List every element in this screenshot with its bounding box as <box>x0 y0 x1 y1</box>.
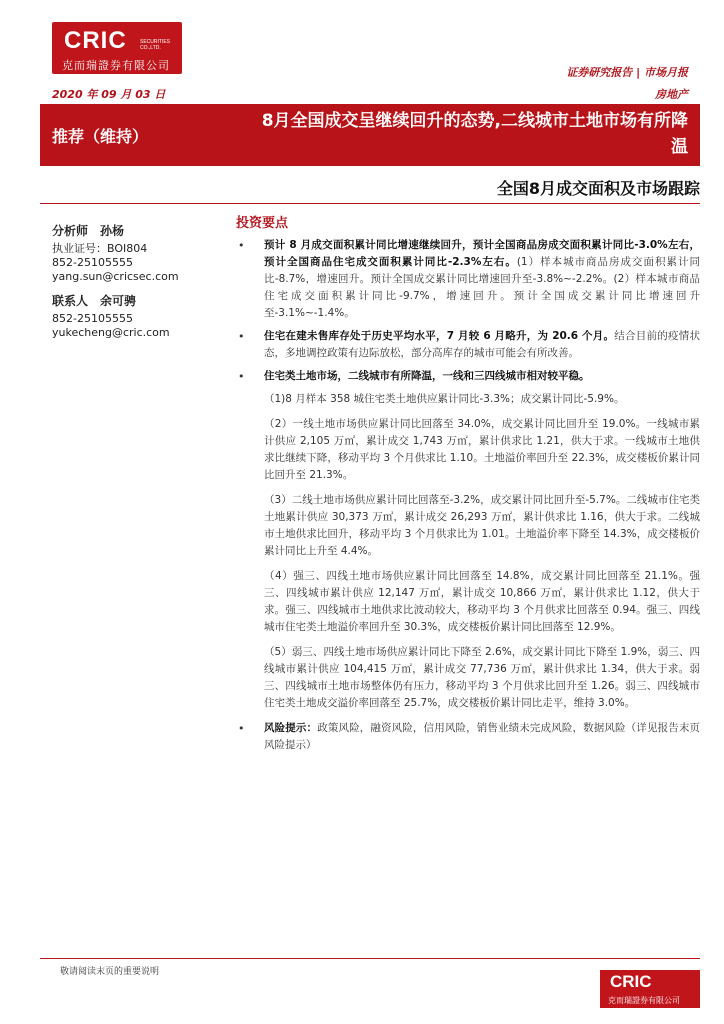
bullet-inventory <box>236 328 700 362</box>
footer-note: 敬请阅读末页的重要说明 <box>60 967 160 977</box>
bullet-text: 政策风险，融资风险，信用风险，销售业绩未完成风险，数据风险（详见报告末页风险提示） <box>264 722 700 751</box>
title-band <box>40 104 700 166</box>
report-title: 8月全国成交呈继续回升的态势,二线城市土地市场有所降温 <box>261 111 688 157</box>
company-logo <box>52 22 182 74</box>
logo-company-name: 克而瑞證券有限公司 <box>62 59 170 72</box>
bullet-text: 结合目前的疫情状态，多地调控政策有边际放松，部分高库存的城市可能会有所改善。 <box>264 330 701 359</box>
bullet-land-market <box>236 368 700 385</box>
contact-email[interactable]: yukecheng@cric.com <box>52 326 170 339</box>
bullet-text: (1）样本城市商品房成交面积累计同比-8.7%，增速回升。预计全国成交累计同比增速回升至-3.8%~-2.2%。(2）样本城市商品住宅成交面积累计同比-9.7%，增速回升。预计全国成交累计同比增速回升至-3.1%~-1.4%。 <box>264 256 700 319</box>
contact-phone: 852-25105555 <box>52 312 133 325</box>
subtitle-divider <box>40 203 700 204</box>
bullet-bold: 住宅类土地市场，二线城市有所降温，一线和三四线城市相对较平稳。 <box>264 370 590 382</box>
contact-name: 联系人 余可骋 <box>52 294 137 308</box>
footer-logo-brand: CRIC <box>610 972 652 991</box>
report-subtitle: 全国8月成交面积及市场跟踪 <box>496 179 700 198</box>
footer-divider <box>40 958 700 959</box>
bullet-sales-area <box>236 237 700 322</box>
footer-logo <box>600 970 700 1008</box>
paragraph-strong-tier3-4: （4）强三、四线土地市场供应累计同比回落至 14.8%，成交累计同比回落至 21.1%。强三、四线城市累计供应 12,147 万㎡，累计成交 10,866 万㎡，累计供求比 1.12，供大于求。强三、四线城市土地供求比波动较大，移动平均 3 个月供求比回落至 0.94。强三、四线城市住宅类土地溢价率回升至 30.3%，成交楼板价累计同比回落至 12.9%。 <box>264 570 700 633</box>
date-row <box>52 86 688 104</box>
paragraph-weak-tier3-4: （5）弱三、四线土地市场供应累计同比下降至 2.6%，成交累计同比下降至 1.9%，弱三、四线城市累计供应 104,415 万㎡，累计成交 77,736 万㎡，累计供求比 1.34，供大于求。弱三、四线城市土地市场整体仍有压力，移动平均 3 个月供求比回升至 1.26。弱三、四线城市住宅类土地成交溢价率回落至 25.7%，成交楼板价累计同比走平，维持 3.0%。 <box>264 646 700 709</box>
bullet-bold: 风险提示： <box>264 722 318 734</box>
analyst-email[interactable]: yang.sun@cricsec.com <box>52 270 179 283</box>
bullet-bold: 预计 8 月成交面积累计同比增速继续回升，预计全国商品房成交面积累计同比-3.0%左右，预计全国商品住宅成交面积累计同比-2.3%左右。 <box>264 239 700 268</box>
report-type: 证券研究报告 | 市场月报 <box>566 66 688 79</box>
section-title: 投资要点 <box>236 216 289 231</box>
analyst-name: 分析师 孙杨 <box>52 224 125 238</box>
rating-label: 推荐（维持） <box>52 127 149 146</box>
analyst-phone: 852-25105555 <box>52 256 133 269</box>
sector-label: 房地产 <box>655 88 688 101</box>
paragraph-tier2: （3）二线土地市场供应累计同比回落至-3.2%，成交累计同比回升至-5.7%。二线城市住宅类土地累计供应 30,373 万㎡，累计成交 26,293 万㎡，累计供求比 1.16，供大于求。二线城市土地供求比回升，移动平均 3 个月供求比为 1.01。土地溢价率下降至 14.3%，成交楼板价累计同比上升至 4.4%。 <box>264 494 700 557</box>
bullet-risk <box>236 720 700 754</box>
main-content <box>236 212 700 760</box>
paragraph-tier1: （2）一线土地市场供应累计同比回落至 34.0%，成交累计同比回升至 19.0%。一线城市累计供应 2,105 万㎡，累计成交 1,743 万㎡，累计供求比 1.21，供大于求。一线城市土地供求比继续下降，移动平均 3 个月供求比 1.10。土地溢价率回升至 22.3%，成交楼板价累计同比回升至 21.3%。 <box>264 418 700 481</box>
logo-small-text: SECURITIES CO.,LTD. <box>140 39 171 51</box>
paragraph-sample-cities: （1)8 月样本 358 城住宅类土地供应累计同比-3.3%；成交累计同比-5.9%。 <box>264 393 625 405</box>
bullet-bold: 住宅在建未售库存处于历史平均水平，7 月较 6 月略升，为 20.6 个月。 <box>264 330 615 342</box>
analyst-sidebar <box>52 224 212 340</box>
logo-brand: CRIC <box>64 27 127 54</box>
footer-logo-company: 克而瑞證券有限公司 <box>608 996 680 1005</box>
analyst-license: 执业证号：BOI804 <box>52 242 148 255</box>
report-date: 2020 年 09 月 03 日 <box>52 88 166 101</box>
